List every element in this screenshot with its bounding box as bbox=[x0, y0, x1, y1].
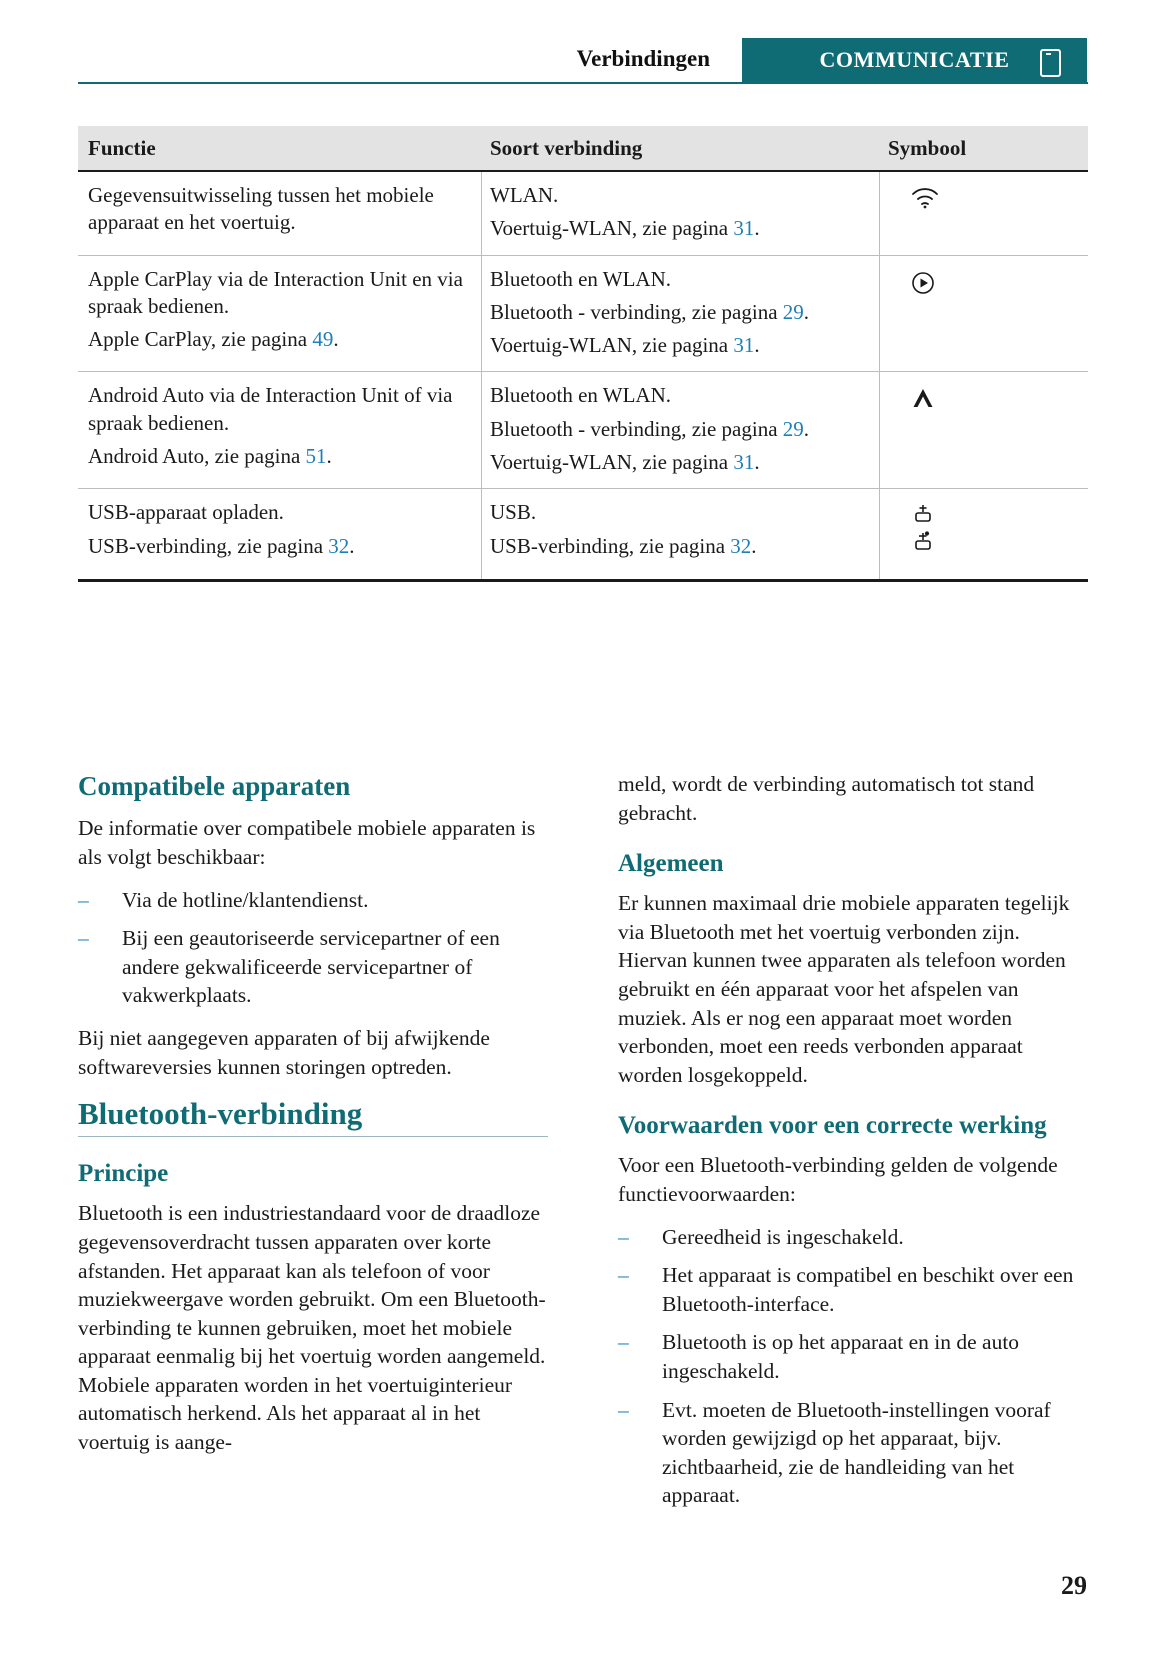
heading-bluetooth-verbinding: Bluetooth-verbinding bbox=[78, 1095, 548, 1137]
functie-ref-line: Android Auto, zie pagina 51. bbox=[88, 444, 332, 469]
heading-algemeen: Algemeen bbox=[618, 850, 724, 878]
header-divider bbox=[78, 82, 1088, 84]
verbinding-text: Bluetooth en WLAN. bbox=[490, 383, 672, 408]
verbinding-text: USB. bbox=[490, 500, 537, 525]
functie-text: USB-apparaat opladen. bbox=[88, 500, 284, 525]
page-reference[interactable]: 29 bbox=[782, 299, 804, 324]
cell-functie bbox=[78, 256, 482, 372]
paragraph-principe: Bluetooth is een industriestandaard voor de draadloze gegevensoverdracht tussen apparaten over korte afstanden. Het apparaat kan als telefoon of voor muziekweergave worden gebruikt. Om een Bluetooth-verbinding te kunnen gebruiken, moet het mobiele apparaat eenmalig bij het voertuig worden aangemeld. Mobiele apparaten worden in het voertuiginterieur automatisch herkend. Als het apparaat al in het voertuig is aange- bbox=[78, 1201, 546, 1455]
cell-verbinding bbox=[482, 256, 880, 372]
cell-verbinding bbox=[482, 489, 880, 578]
table-row bbox=[78, 256, 1088, 373]
table-header-functie: Functie bbox=[88, 135, 156, 160]
list-item-text: Evt. moeten de Bluetooth-instellingen vooraf worden gewijzigd op het apparaat, bijv. zichtbaarheid, zie de handleiding van het apparaat. bbox=[662, 1397, 1051, 1508]
voorwaarden-list bbox=[618, 1223, 1088, 1510]
paragraph-compatibele-intro: De informatie over compatibele mobiele apparaten is als volgt beschikbaar: bbox=[78, 816, 536, 869]
carplay-icon bbox=[910, 270, 1078, 303]
heading-principe: Principe bbox=[78, 1160, 169, 1188]
list-item bbox=[618, 1223, 1088, 1252]
mobile-phone-icon bbox=[1040, 49, 1061, 77]
connections-table bbox=[78, 126, 1088, 582]
header-title: Verbindingen bbox=[576, 46, 710, 71]
verbinding-text: Bluetooth en WLAN. bbox=[490, 266, 672, 291]
cell-functie bbox=[78, 172, 482, 255]
android-auto-icon bbox=[910, 386, 1078, 419]
paragraph-voorwaarden: Voor een Bluetooth-verbinding gelden de volgende functievoorwaarden: bbox=[618, 1153, 1058, 1206]
list-item-text: Het apparaat is compatibel en beschikt over een Bluetooth-interface. bbox=[662, 1263, 1074, 1316]
verbinding-text: WLAN. bbox=[490, 183, 559, 207]
heading-compatibele-apparaten: Compatibele apparaten bbox=[78, 771, 351, 801]
functie-text: Gegevensuitwisseling tussen het mobiele apparaat en het voertuig. bbox=[88, 183, 434, 235]
dash-bullet: – bbox=[618, 1224, 629, 1249]
table-row bbox=[78, 372, 1088, 489]
verbinding-ref-line: Bluetooth ‑ verbinding, zie pagina 29. bbox=[490, 416, 810, 441]
dash-bullet: – bbox=[618, 1397, 629, 1422]
cell-functie bbox=[78, 372, 482, 488]
dash-bullet: – bbox=[78, 926, 89, 951]
verbinding-ref-line: Bluetooth ‑ verbinding, zie pagina 29. bbox=[490, 299, 810, 324]
list-item bbox=[618, 1328, 1088, 1385]
chapter-tab-label: COMMUNICATIE bbox=[819, 47, 1010, 72]
table-header-soort-verbinding: Soort verbinding bbox=[490, 135, 643, 160]
dash-bullet: – bbox=[618, 1330, 629, 1355]
cell-symbool bbox=[880, 489, 1088, 578]
functie-ref-line: USB-verbinding, zie pagina 32. bbox=[88, 533, 355, 558]
verbinding-ref-line: Voertuig-WLAN, zie pagina 31. bbox=[490, 333, 760, 358]
list-item bbox=[618, 1396, 1088, 1510]
page-reference[interactable]: 32 bbox=[328, 533, 350, 558]
usb-icon bbox=[910, 503, 1078, 566]
functie-text: Android Auto via de Interaction Unit of via spraak bedienen. bbox=[88, 383, 453, 435]
functie-text: Apple CarPlay via de Interaction Unit en via spraak bedienen. bbox=[88, 266, 463, 318]
dash-bullet: – bbox=[618, 1263, 629, 1288]
page-number: 29 bbox=[1061, 1571, 1087, 1600]
list-item bbox=[618, 1261, 1088, 1318]
chapter-tab bbox=[742, 38, 1087, 82]
paragraph-storingen: Bij niet aangegeven apparaten of bij afwijkende softwareversies kunnen storingen optreden. bbox=[78, 1025, 490, 1079]
compatibele-list bbox=[78, 886, 548, 1010]
page-reference[interactable]: 29 bbox=[782, 416, 804, 441]
verbinding-ref-line: USB-verbinding, zie pagina 32. bbox=[490, 533, 757, 558]
list-item-text: Bij een geautoriseerde servicepartner of een andere gekwalificeerde servicepartner of vakwerkplaats. bbox=[122, 926, 500, 1008]
table-header-row bbox=[78, 126, 1088, 172]
table-header-symbool: Symbool bbox=[888, 135, 967, 160]
list-item-text: Bluetooth is op het apparaat en in de auto ingeschakeld. bbox=[662, 1330, 1020, 1383]
page-reference[interactable]: 49 bbox=[312, 327, 334, 352]
page-reference[interactable]: 31 bbox=[733, 216, 755, 241]
page-reference[interactable]: 32 bbox=[730, 533, 752, 558]
page-reference[interactable]: 31 bbox=[733, 450, 755, 475]
paragraph-continued: meld, wordt de verbinding automatisch tot stand gebracht. bbox=[618, 772, 1035, 825]
right-column bbox=[618, 770, 1088, 1524]
cell-functie bbox=[78, 489, 482, 578]
list-item bbox=[78, 886, 548, 915]
page-reference[interactable]: 31 bbox=[733, 333, 755, 358]
cell-symbool bbox=[880, 172, 1088, 255]
heading-voorwaarden: Voorwaarden voor een correcte werking bbox=[618, 1112, 1047, 1140]
cell-verbinding bbox=[482, 372, 880, 488]
functie-ref-line: Apple CarPlay, zie pagina 49. bbox=[88, 327, 339, 352]
list-item bbox=[78, 924, 548, 1010]
cell-verbinding bbox=[482, 172, 880, 255]
cell-symbool bbox=[880, 372, 1088, 488]
left-column bbox=[78, 770, 548, 1471]
table-row bbox=[78, 489, 1088, 581]
page-reference[interactable]: 51 bbox=[305, 444, 327, 469]
verbinding-ref-line: Voertuig-WLAN, zie pagina 31. bbox=[490, 216, 760, 241]
paragraph-algemeen: Er kunnen maximaal drie mobiele apparaten tegelijk via Bluetooth met het voertuig verbonden zijn. Hiervan kunnen twee apparaten als telefoon worden gebruikt en één apparaat voor het afspelen van muziek. Als er nog een apparaat moet worden verbonden, moet een reeds verbonden apparaat worden losgekoppeld. bbox=[618, 891, 1070, 1087]
list-item-text: Via de hotline/klantendienst. bbox=[122, 887, 369, 912]
table-row bbox=[78, 172, 1088, 256]
verbinding-ref-line: Voertuig-WLAN, zie pagina 31. bbox=[490, 450, 760, 475]
page-header bbox=[0, 38, 1165, 84]
cell-symbool bbox=[880, 256, 1088, 372]
wifi-icon bbox=[910, 186, 1078, 217]
dash-bullet: – bbox=[78, 887, 89, 912]
list-item-text: Gereedheid is ingeschakeld. bbox=[662, 1224, 904, 1249]
body-content bbox=[78, 770, 1088, 1530]
